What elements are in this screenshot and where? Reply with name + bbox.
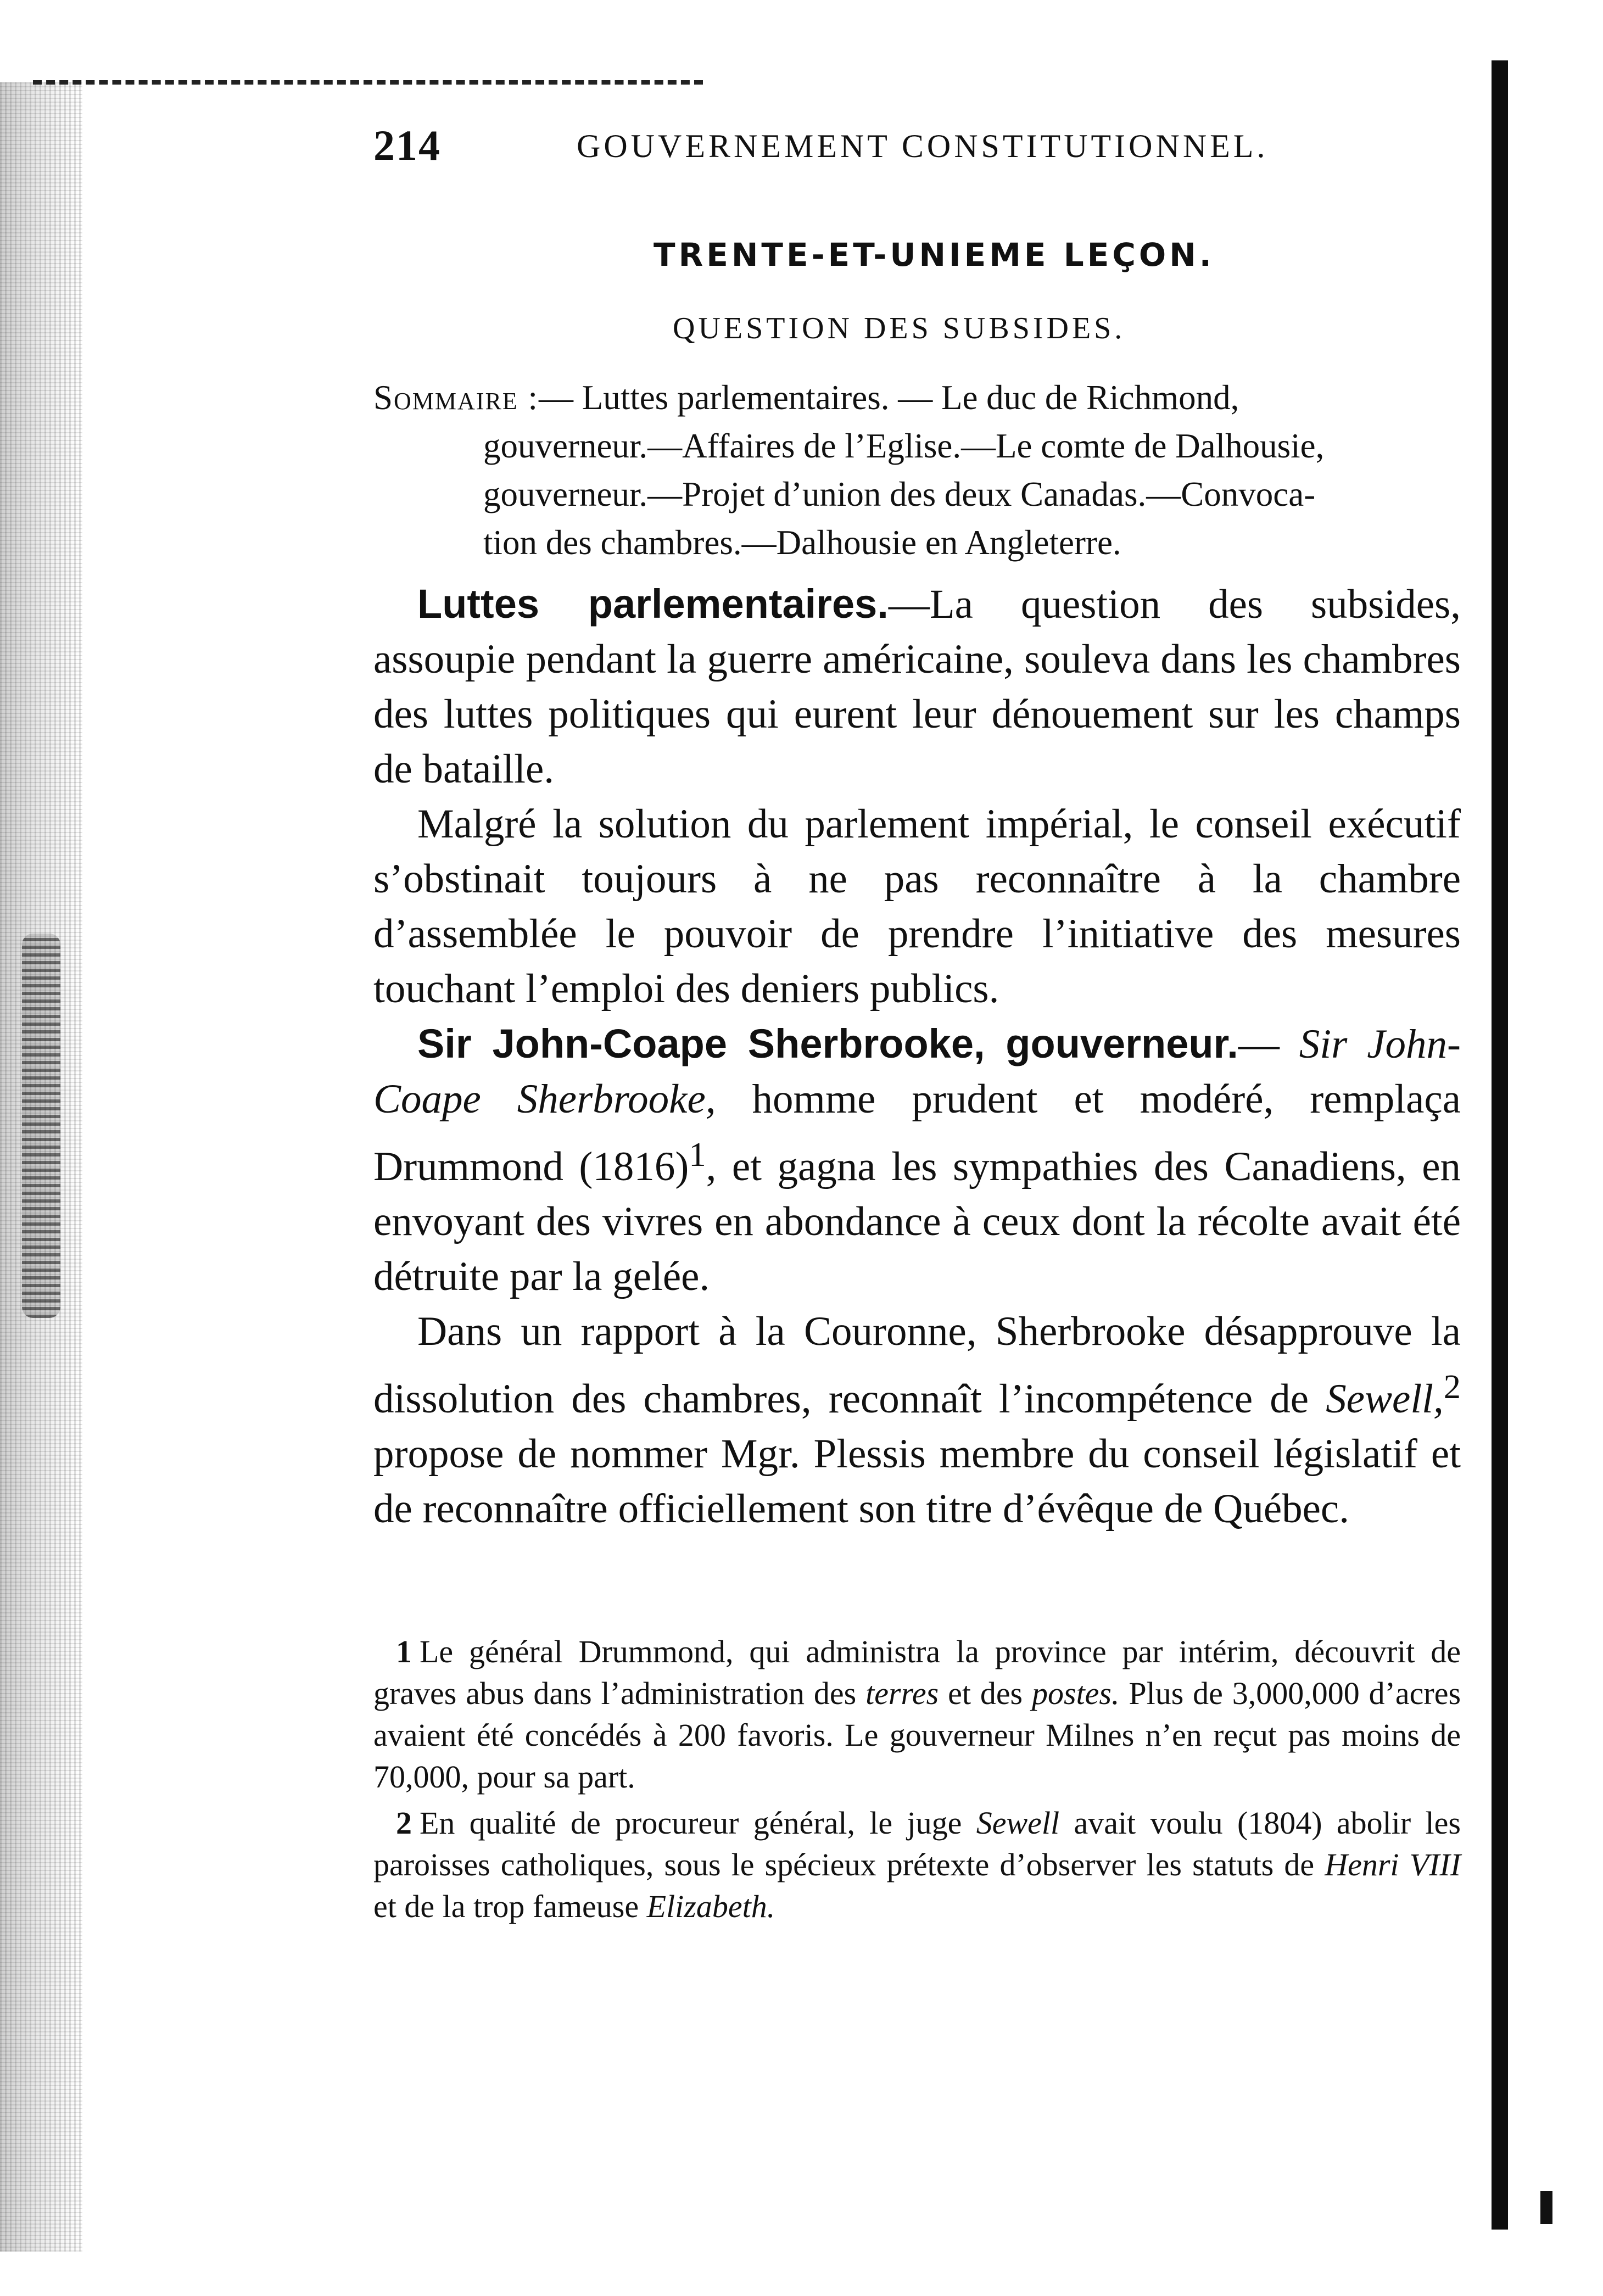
footnote-italic: postes.	[1032, 1675, 1120, 1711]
footnote-text: et de la trop fameuse	[373, 1889, 639, 1924]
summary-text: — Luttes parlementaires. — Le duc de Richmond,	[538, 378, 1239, 417]
heading-dash: —	[1238, 1021, 1280, 1067]
footnote-italic: terres	[865, 1675, 939, 1711]
scan-top-edge	[33, 80, 703, 85]
summary-line	[373, 373, 1461, 422]
paragraph	[373, 797, 1461, 1016]
section-heading: Sir John-Coape Sherbrooke, gouverneur.	[417, 1021, 1238, 1066]
summary-line: gouverneur.—Affaires de l’Eglise.—Le comte de Dalhousie,	[483, 427, 1325, 465]
italic-name: Sir John-Coape Sherbrooke,	[373, 1021, 1461, 1122]
footnote	[373, 1802, 1461, 1928]
summary-block	[373, 373, 1461, 567]
footnote-text: avait voulu (1804) abolir les paroisses catholiques, sous le spécieux prétexte d’observer les statuts de	[373, 1805, 1461, 1882]
paragraph-text: propose de nommer Mgr. Plessis membre du conseil législatif et de reconnaître officiellement son titre d’évêque de Québec.	[373, 1431, 1461, 1532]
footnotes	[373, 1631, 1461, 1932]
running-head: GOUVERNEMENT CONSTITUTIONNEL.	[577, 128, 1269, 164]
paragraph-text: Dans un rapport à la Couronne, Sherbrooke désapprouve la dissolution des chambres, reconnaît l’incompétence de	[373, 1309, 1461, 1422]
lesson-title: TRENTE-ET-UNIEME LEÇON.	[654, 236, 1215, 273]
footnote-italic: Elizabeth.	[646, 1889, 775, 1924]
footnote-text: Plus de 3,000,000 d’acres avaient été concédés à 200 favoris. Le gouverneur Milnes n’en reçut pas moins de 70,000, pour sa part.	[373, 1675, 1461, 1795]
footnote-italic: Henri VIII	[1325, 1847, 1461, 1882]
paragraph-text: homme prudent et modéré, remplaça Drummond (1816)	[373, 1076, 1461, 1189]
lesson-subtitle: QUESTION DES SUBSIDES.	[673, 311, 1126, 345]
paragraph-text: —La question des subsides, assoupie pendant la guerre américaine, souleva dans les chambres des luttes politiques qui eurent leur dénouement sur les champs de bataille.	[373, 582, 1461, 792]
footnote-text: Le général Drummond, qui administra la province par intérim, découvrit de graves abus dans l’administration des	[373, 1634, 1461, 1711]
italic-name: Sewell,	[1326, 1376, 1444, 1422]
section-heading: Luttes parlementaires.	[417, 581, 889, 627]
paragraph	[373, 1016, 1461, 1304]
page-header	[373, 121, 1444, 170]
page-number: 214	[373, 121, 441, 169]
paragraph-text: Malgré la solution du parlement impérial, le conseil exécutif s’obstinait toujours à ne pas reconnaître à la chambre d’assemblée le pouvoir de prendre l’initiative des mesures touchant l’emploi des deniers publics.	[373, 801, 1461, 1012]
footnote-italic: Sewell	[976, 1805, 1060, 1841]
footnote-text: En qualité de procureur général, le juge	[420, 1805, 962, 1841]
footnote	[373, 1631, 1461, 1798]
footnote-ref: 2	[1443, 1367, 1461, 1406]
scan-binding-mark	[22, 934, 60, 1318]
paragraph-text: , et gagna les sympathies des Canadiens, en envoyant des vivres en abondance à ceux dont la récolte avait été détruite par la gelée.	[373, 1144, 1461, 1299]
summary-line: gouverneur.—Projet d’union des deux Canadas.—Convoca-	[483, 475, 1316, 513]
scan-right-border	[1492, 60, 1508, 2230]
footnote-number: 2	[396, 1805, 412, 1841]
body-text	[373, 577, 1461, 1537]
footnote-number: 1	[396, 1634, 412, 1669]
footnote-ref: 1	[689, 1135, 706, 1174]
paragraph	[373, 577, 1461, 797]
scan-right-border-foot	[1540, 2191, 1552, 2224]
paragraph	[373, 1304, 1461, 1537]
summary-label: Sommaire :	[373, 378, 539, 417]
footnote-text: et des	[948, 1675, 1023, 1711]
summary-line: tion des chambres.—Dalhousie en Angleterre.	[483, 523, 1121, 562]
